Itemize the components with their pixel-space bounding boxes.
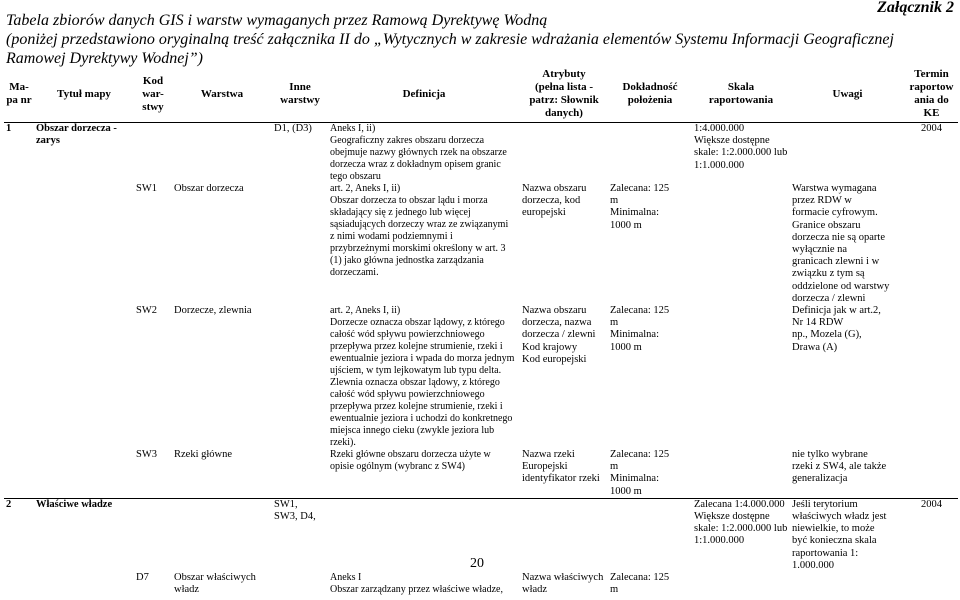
cell-definition [328,498,520,572]
cell-deadline-text: 2004 [921,499,942,510]
cell-other-layers [272,183,328,305]
document-header [6,0,956,68]
table-row [4,305,958,449]
cell-layer-text: Dorzecze, zlewnia [174,305,252,316]
cell-attributes [520,449,608,498]
cell-map-title [34,498,134,572]
cell-accuracy-text: Zalecana: 125 m Minimalna: 1000 m [610,449,669,497]
cell-notes-text: nie tylko wybrane rzeki z SW4, ale także generalizacja [792,449,886,484]
col-header-attributes [520,66,608,123]
header-text: Skala raportowania [709,81,773,106]
cell-scale [692,183,790,305]
cell-map-title [34,123,134,184]
cell-scale [692,123,790,184]
cell-layer [172,123,272,184]
cell-accuracy-text: Zalecana: 125 m Minimalna: 1000 m [610,183,669,231]
cell-other-layers-text: D1, (D3) [274,123,312,134]
cell-map-title [34,572,134,600]
cell-map-nr [4,498,34,572]
cell-attributes [520,572,608,600]
cell-map-nr-text: 1 [6,123,11,134]
cell-deadline [905,123,958,184]
cell-attributes-text: Nazwa obszaru dorzecza, kod europejski [522,183,586,218]
cell-map-nr [4,305,34,449]
table-row [4,572,958,600]
col-header-map-nr [4,66,34,123]
cell-other-layers [272,449,328,498]
cell-accuracy [608,449,692,498]
col-header-notes [790,66,905,123]
cell-accuracy [608,183,692,305]
col-header-layer [172,66,272,123]
cell-scale [692,305,790,449]
cell-scale-text: Zalecana 1:4.000.000 Większe dostępne skale: 1:2.000.000 lub 1:1.000.000 [694,499,787,547]
table-row [4,123,958,184]
cell-map-title-text: Właściwe władze [36,499,112,510]
cell-map-nr [4,449,34,498]
cell-map-nr [4,572,34,600]
cell-attributes [520,305,608,449]
cell-layer [172,305,272,449]
table-body [4,123,958,600]
header-text: Definicja [403,88,446,100]
cell-other-layers [272,498,328,572]
cell-map-nr [4,183,34,305]
cell-definition-text: art. 2, Aneks I, ii) Dorzecze oznacza obszar lądowy, z którego całość wód spływu powierzchniowego przepływa przez kolejne strumienie, rzeki i ewentualnie jeziora i wpada do morza jednym ujściem, w tym lejkowatym lub typu delta. Zlewnia oznacza obszar lądowy, z którego całość wód spływu powierzchniowego przepływa przez kolejne strumienie, rzeki i ewentualnie jeziora i uchodzi do konkretnego miejsca innego cieku (zwykle jeziora lub rzeki). [330,305,514,448]
cell-deadline-text: 2004 [921,123,942,134]
header-text: Ma- pa nr [6,81,31,106]
cell-attributes [520,123,608,184]
page-number: 20 [470,556,484,572]
table-row [4,183,958,305]
document-subtitle: (poniżej przedstawiono oryginalną treść załącznika II do „Wytycznych w zakresie wdrażania elementów Systemu Informacji Geograficznej Ramowej Dyrektywy Wodnej”) [6,30,956,68]
cell-layer-code-text: SW2 [136,305,157,316]
cell-notes [790,123,905,184]
table-header-row [4,66,958,123]
cell-deadline [905,572,958,600]
col-header-deadline [905,66,958,123]
col-header-layer-code [134,66,172,123]
cell-layer-text: Rzeki główne [174,449,232,460]
header-text: Warstwa [201,88,243,100]
cell-layer-text: Obszar dorzecza [174,183,244,194]
cell-attributes [520,183,608,305]
cell-notes [790,572,905,600]
cell-map-title [34,305,134,449]
cell-attributes-text: Nazwa rzeki Europejski identyfikator rzeki [522,449,600,484]
header-text: Atrybuty (pełna lista - patrz: Słownik danych) [529,68,598,119]
cell-accuracy [608,123,692,184]
cell-layer-code [134,572,172,600]
cell-definition [328,183,520,305]
cell-map-nr-text: 2 [6,499,11,510]
cell-map-nr [4,123,34,184]
col-header-definition [328,66,520,123]
cell-attributes [520,498,608,572]
table-row [4,449,958,498]
cell-definition-text: Aneks I, ii) Geograficzny zakres obszaru dorzecza obejmuje nazwy głównych rzek na obszarze dorzecza wraz z dokładnym opisem granic tego obszaru [330,123,507,182]
cell-definition-text: Aneks I Obszar zarządzany przez właściwe władze, [330,572,503,595]
header-text: Dokładność położenia [622,81,677,106]
cell-deadline [905,305,958,449]
cell-notes-text: Jeśli terytorium właściwych władz jest niewielkie, to może być konieczna skala raportowania 1: 1.000.000 [792,499,886,571]
cell-definition [328,449,520,498]
cell-layer-code-text: D7 [136,572,149,583]
header-text: Tytuł mapy [57,88,111,100]
col-header-map-title [34,66,134,123]
cell-definition-text: art. 2, Aneks I, ii) Obszar dorzecza to obszar lądu i morza składający się z jednego lub więcej sąsiadujących dorzeczy wraz ze związanymi z nimi wodami podziemnymi i przybrzeżnymi morskimi określony w art. 3 (1) jako główna jednostka zarządzania dorzeczami. [330,183,508,278]
col-header-other-layers [272,66,328,123]
cell-map-title-text: Obszar dorzecza - zarys [36,123,117,146]
cell-scale [692,449,790,498]
cell-scale-text: 1:4.000.000 Większe dostępne skale: 1:2.000.000 lub 1:1.000.000 [694,123,787,171]
cell-layer-code-text: SW3 [136,449,157,460]
cell-accuracy-text: Zalecana: 125 m [610,572,669,595]
cell-accuracy [608,498,692,572]
cell-other-layers [272,123,328,184]
cell-layer-code [134,498,172,572]
cell-layer-code [134,123,172,184]
cell-definition [328,305,520,449]
cell-notes [790,305,905,449]
cell-attributes-text: Nazwa właściwych władz [522,572,603,595]
header-text: Kod war- stwy [142,75,164,113]
cell-notes [790,183,905,305]
cell-deadline [905,498,958,572]
cell-scale [692,498,790,572]
cell-deadline [905,449,958,498]
cell-map-title [34,183,134,305]
cell-definition [328,572,520,600]
cell-layer-code [134,449,172,498]
annex-label: Załącznik 2 [877,0,954,17]
cell-layer [172,449,272,498]
cell-notes [790,449,905,498]
cell-notes-text: Warstwa wymagana przez RDW w formacie cyfrowym. Granice obszaru dorzecza nie są oparte wyłącznie na granicach zlewni i w związku z tym są oddzielone od warstwy dorzecza / zlewni [792,183,889,304]
cell-layer-code [134,183,172,305]
col-header-accuracy [608,66,692,123]
cell-definition-text: Rzeki główne obszaru dorzecza użyte w opisie ogólnym (wybranc z SW4) [330,449,491,472]
cell-notes-text: Definicja jak w art.2, Nr 14 RDW np., Mozela (G), Drawa (A) [792,305,881,353]
cell-other-layers [272,305,328,449]
cell-layer [172,498,272,572]
cell-accuracy [608,572,692,600]
cell-other-layers-text: SW1, SW3, D4, [274,499,316,522]
cell-attributes-text: Nazwa obszaru dorzecza, nazwa dorzecza / zlewni Kod krajowy Kod europejski [522,305,595,365]
cell-map-title [34,449,134,498]
cell-scale [692,572,790,600]
cell-accuracy-text: Zalecana: 125 m Minimalna: 1000 m [610,305,669,353]
header-text: Uwagi [833,88,863,100]
cell-notes [790,498,905,572]
header-text: Inne warstwy [280,81,320,106]
cell-deadline [905,183,958,305]
cell-layer [172,572,272,600]
header-text: Termin raportow ania do KE [910,68,954,119]
document-title: Tabela zbiorów danych GIS i warstw wymaganych przez Ramową Dyrektywę Wodną [6,11,956,30]
col-header-scale [692,66,790,123]
cell-definition [328,123,520,184]
cell-layer-text: Obszar właściwych władz [174,572,256,595]
cell-layer [172,183,272,305]
gis-datasets-table [4,66,958,600]
cell-accuracy [608,305,692,449]
cell-layer-code [134,305,172,449]
cell-other-layers [272,572,328,600]
cell-layer-code-text: SW1 [136,183,157,194]
